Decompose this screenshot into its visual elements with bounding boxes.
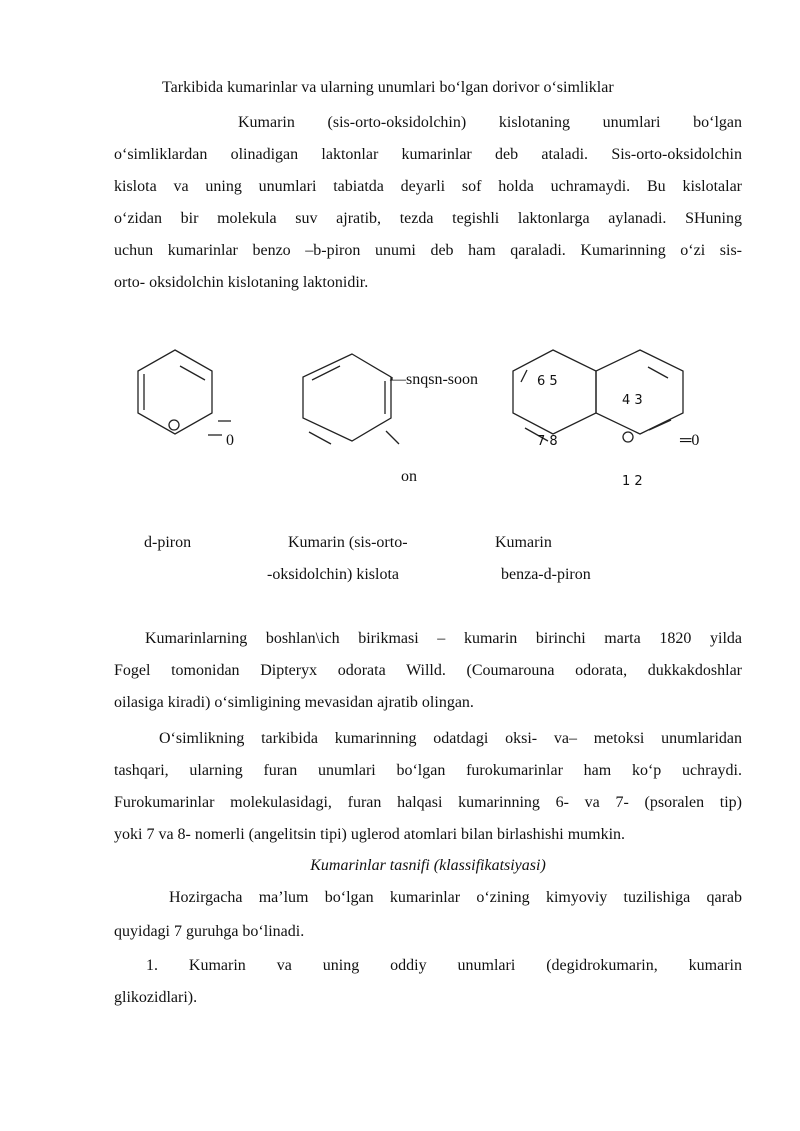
piron-oxygen-label: 0 <box>226 432 234 449</box>
paragraph-3-line-4: yoki 7 va 8- nomerli (angelitsin tipi) uglerod atomlari bilan birlashishi mumkin. <box>114 826 626 843</box>
numbering-6-5: 6 5 <box>537 374 558 389</box>
side-chain-label: —snqsn-soon <box>390 371 479 388</box>
paragraph-3-line-1: O‘simlikning tarkibida kumarinning odatdagi oksi- va– metoksi unumlaridan <box>159 730 742 747</box>
document-title: Tarkibida kumarinlar va ularning unumlari bo‘lgan dorivor o‘simliklar <box>162 79 614 96</box>
paragraph-2-line-2: Fogel tomonidan Dipteryx odorata Willd. (Coumarouna odorata, dukkakdoshlar <box>114 662 742 679</box>
section-heading: Kumarinlar tasnifi (klassifikatsiyasi) <box>310 857 546 874</box>
paragraph-3-line-2: tashqari, ularning furan unumlari bo‘lgan furokumarinlar ham ko‘p uchraydi. <box>114 762 742 779</box>
numbering-4-3: 4 3 <box>622 393 643 408</box>
paragraph-4-line-2: quyidagi 7 guruhga bo‘linadi. <box>114 923 305 940</box>
oksidolchin-ring <box>303 354 399 444</box>
chemical-structures-figure <box>0 330 800 510</box>
kumarin-bicyclic-ring <box>513 350 683 442</box>
caption-kumarin-line-1: Kumarin <box>495 534 552 551</box>
paragraph-1-line-3: kislota va uning unumlari tabiatda deyarli sof holda uchramaydi. Bu kislotalar <box>114 178 742 195</box>
caption-piron: d-piron <box>144 534 192 551</box>
paragraph-4-line-1: Hozirgacha ma’lum bo‘lgan kumarinlar o‘zining kimyoviy tuzilishiga qarab <box>169 889 742 906</box>
caption-oksidolchin-line-2: -oksidolchin) kislota <box>267 566 399 583</box>
caption-oksidolchin-line-1: Kumarin (sis-orto- <box>288 534 408 551</box>
paragraph-2-line-1: Kumarinlarning boshlan\ich birikmasi – kumarin birinchi marta 1820 yilda <box>145 630 742 647</box>
paragraph-3-line-3: Furokumarinlar molekulasidagi, furan halqasi kumarinning 6- va 7- (psoralen tip) <box>114 794 742 811</box>
list-item-1-line-1: 1. Kumarin va uning oddiy unumlari (degidrokumarin, kumarin <box>146 957 742 974</box>
paragraph-1-line-1: Kumarin (sis-orto-oksidolchin) kislotaning unumlari bo‘lgan <box>238 114 742 131</box>
paragraph-1-line-5: uchun kumarinlar benzo –b-piron unumi deb ham qaraladi. Kumarinning o‘zi sis- <box>114 242 742 259</box>
list-item-1-line-2: glikozidlari). <box>114 989 198 1006</box>
numbering-7-8: 7 8 <box>537 434 558 449</box>
numbering-1-2: 1 2 <box>622 474 643 489</box>
paragraph-1-line-4: o‘zidan bir molekula suv ajratib, tezda tegishli laktonlarga aylanadi. SHuning <box>114 210 742 227</box>
caption-kumarin-line-2: benza-d-piron <box>501 566 591 583</box>
hydroxyl-label: on <box>401 468 417 485</box>
paragraph-2-line-3: oilasiga kiradi) o‘simligining mevasidan ajratib olingan. <box>114 694 474 711</box>
piron-ring <box>138 350 231 435</box>
carbonyl-oxygen-label: ═0 <box>680 432 700 449</box>
paragraph-1-line-2: o‘simliklardan olinadigan laktonlar kumarinlar deb ataladi. Sis-orto-oksidolchin <box>114 146 742 163</box>
paragraph-1-line-6: orto- oksidolchin kislotaning laktonidir. <box>114 274 369 291</box>
